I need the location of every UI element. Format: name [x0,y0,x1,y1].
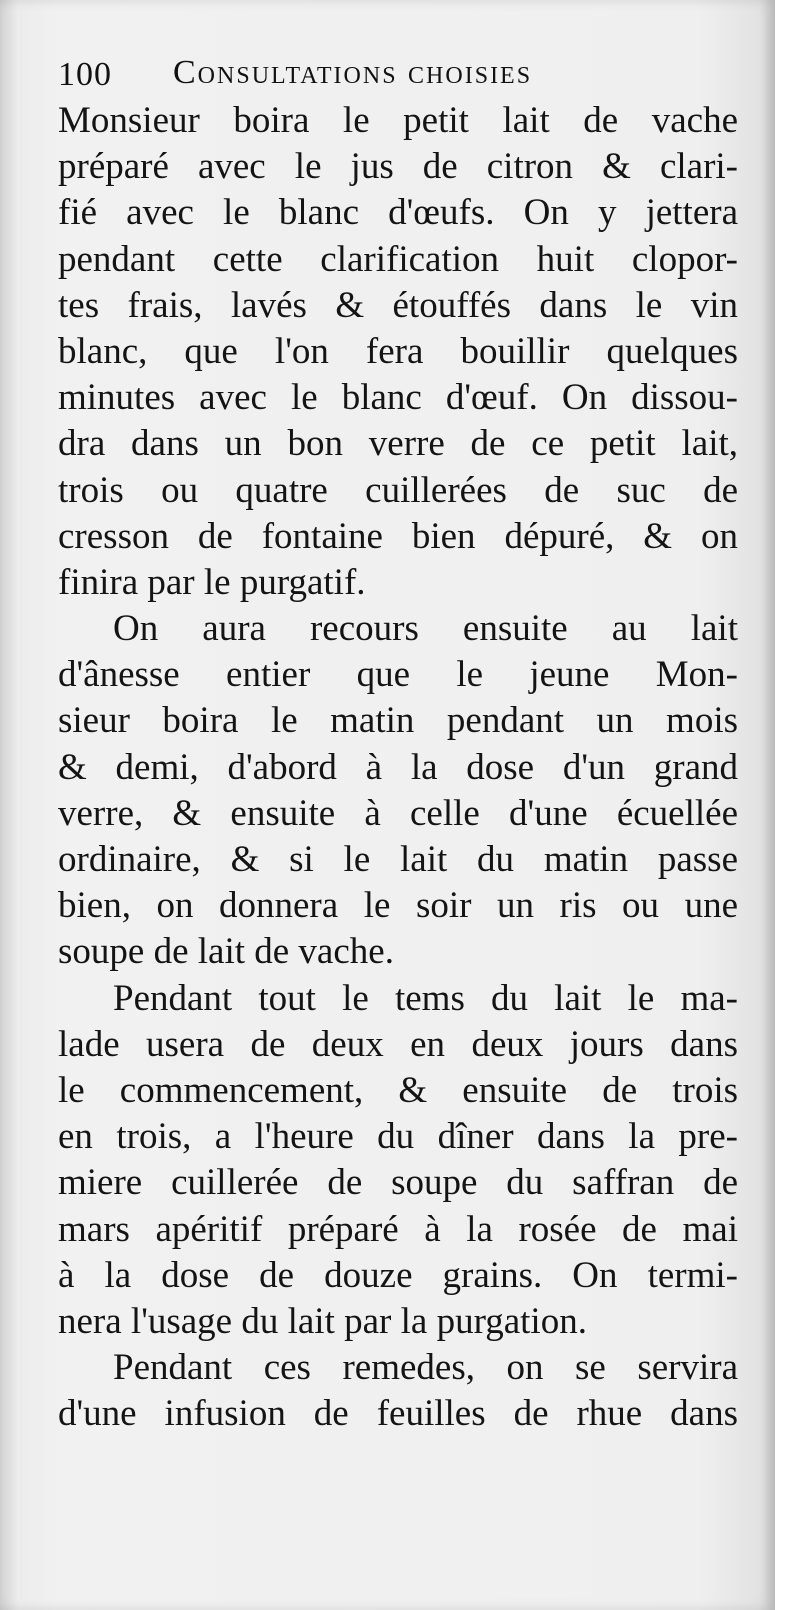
text-line: fié avec le blanc d'œufs. On y jettera [58,192,738,234]
text-line: sieur boira le matin pendant un mois [58,700,738,742]
text-line: minutes avec le blanc d'œuf. On dissou- [58,377,738,419]
text-line: préparé avec le jus de citron & clari- [58,146,738,188]
text-line: blanc, que l'on fera bouillir quelques [58,330,738,372]
text-line: cresson de fontaine bien dépuré, & on [58,515,738,557]
text-line: en trois, a l'heure du dîner dans la pre- [58,1116,738,1158]
text-line: le commencement, & ensuite de trois [58,1069,738,1111]
text-line: ordinaire, & si le lait du matin passe [58,839,738,880]
page-number: 100 [58,56,112,93]
text-line: bien, on donnera le soir un ris ou une [58,885,738,927]
text-line: finira par le purgatif. [58,561,366,603]
running-head: Consultations choisies [173,54,533,91]
text-line: verre, & ensuite à celle d'une écuellée [58,792,738,834]
text-line: & demi, d'abord à la dose d'un grand [58,746,738,788]
text-line: On aura recours ensuite au lait [113,608,738,650]
page-margin [775,0,800,1610]
text-line: soupe de lait de vache. [58,931,394,973]
body-text [58,98,738,1437]
text-line: lade usera de deux en deux jours dans [58,1023,738,1065]
page-header [58,48,738,100]
text-line: d'une infusion de feuilles de rhue dans [58,1393,738,1435]
text-line: tes frais, lavés & étouffés dans le vin [58,284,738,326]
text-line: Pendant tout le tems du lait le ma- [113,977,738,1019]
text-line: Pendant ces remedes, on se servira [113,1347,738,1389]
text-line: pendant cette clarification huit clopor- [58,238,738,280]
text-line: nera l'usage du lait par la purgation. [58,1300,587,1342]
text-line: à la dose de douze grains. On termi- [58,1254,738,1296]
text-line: d'ânesse entier que le jeune Mon- [58,654,738,696]
text-line: dra dans un bon verre de ce petit lait, [58,423,738,465]
text-line: mars apéritif préparé à la rosée de mai [58,1208,738,1250]
text-line: Monsieur boira le petit lait de vache [58,100,738,141]
text-line: trois ou quatre cuillerées de suc de [58,469,738,511]
text-line: miere cuillerée de soupe du saffran de [58,1162,738,1204]
